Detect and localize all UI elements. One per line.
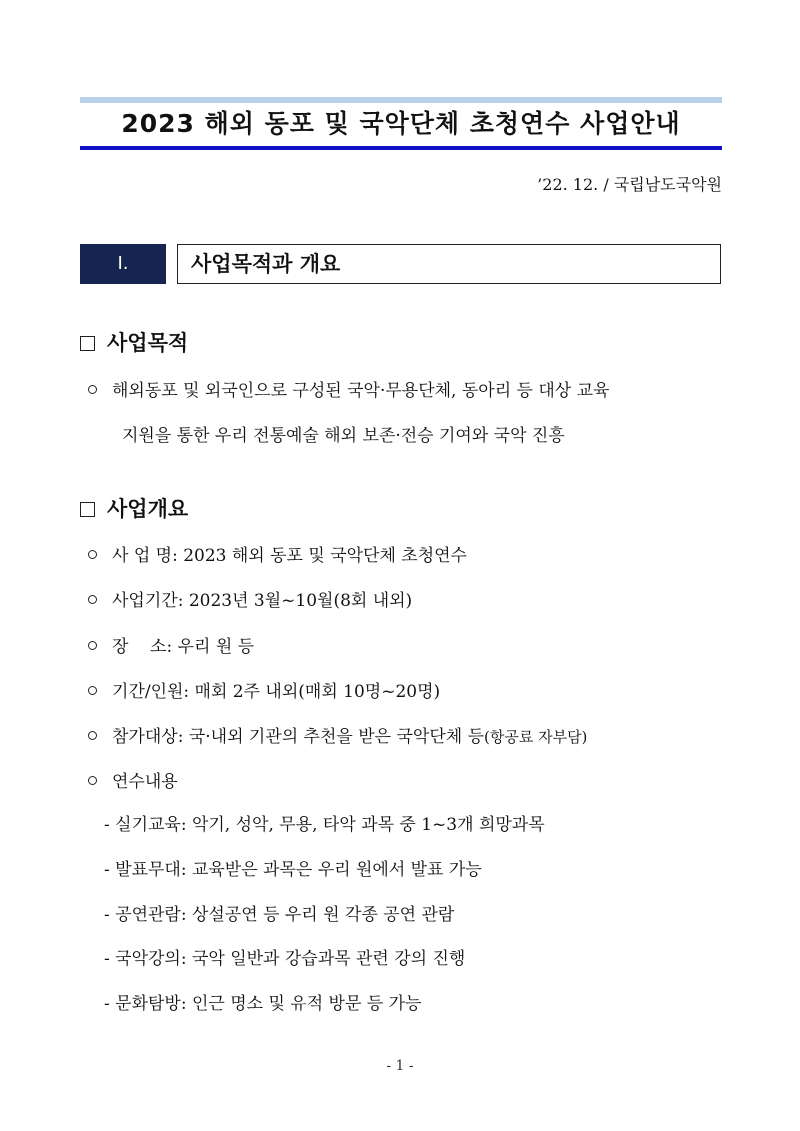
overview-item-name (88, 541, 467, 566)
section-number-badge: Ⅰ. (80, 244, 166, 284)
contents-heading-text: 연수내용 (112, 772, 178, 792)
circle-bullet-icon (88, 595, 97, 604)
square-bullet-icon (80, 502, 95, 517)
contents-item-viewing: - 공연관람: 상설공연 등 우리 원 각종 공연 관람 (104, 905, 455, 925)
overview-item-text: 장 소: 우리 원 등 (112, 637, 255, 657)
eligibility-note: (항공료 자부담) (484, 728, 588, 746)
overview-heading (80, 493, 188, 523)
overview-heading-text: 사업개요 (107, 497, 189, 521)
overview-item-eligibility (88, 722, 587, 747)
purpose-text-1: 해외동포 및 외국인으로 구성된 국악·무용단체, 동아리 등 대상 교육 (112, 381, 610, 401)
purpose-line-2: 지원을 통한 우리 전통예술 해외 보존·전승 기여와 국악 진흥 (122, 426, 565, 446)
section-title-box (177, 244, 721, 284)
circle-bullet-icon (88, 731, 97, 740)
overview-item-period (88, 586, 412, 611)
date-organization: ’22. 12. / 국립남도국악원 (537, 175, 722, 194)
contents-item-performance: - 발표무대: 교육받은 과목은 우리 원에서 발표 가능 (104, 860, 482, 880)
contents-item-lecture: - 국악강의: 국악 일반과 강습과목 관련 강의 진행 (104, 949, 466, 969)
page-number: - 1 - (386, 1058, 414, 1074)
purpose-line-1 (88, 376, 609, 401)
overview-item-contents (88, 767, 178, 792)
square-bullet-icon (80, 336, 95, 351)
section-title: 사업목적과 개요 (191, 252, 341, 276)
circle-bullet-icon (88, 776, 97, 785)
document-title: 2023 해외 동포 및 국악단체 초청연수 사업안내 (121, 109, 681, 138)
circle-bullet-icon (88, 550, 97, 559)
purpose-heading-text: 사업목적 (107, 331, 189, 355)
eligibility-text: 참가대상: 국·내외 기관의 추천을 받은 국악단체 등 (112, 727, 484, 747)
title-bottom-rule (80, 146, 722, 150)
circle-bullet-icon (88, 686, 97, 695)
overview-item-text: 사업기간: 2023년 3월~10월(8회 내외) (112, 591, 413, 611)
circle-bullet-icon (88, 385, 97, 394)
contents-item-tour: - 문화탐방: 인근 명소 및 유적 방문 등 가능 (104, 994, 422, 1014)
overview-item-text: 기간/인원: 매회 2주 내외(매회 10명~20명) (112, 682, 441, 702)
contents-item-practical: - 실기교육: 악기, 성악, 무용, 타악 과목 중 1~3개 희망과목 (104, 815, 545, 835)
circle-bullet-icon (88, 641, 97, 650)
overview-item-duration (88, 677, 440, 702)
purpose-heading (80, 327, 188, 357)
overview-item-place (88, 632, 254, 657)
overview-item-text: 사 업 명: 2023 해외 동포 및 국악단체 초청연수 (112, 546, 467, 566)
